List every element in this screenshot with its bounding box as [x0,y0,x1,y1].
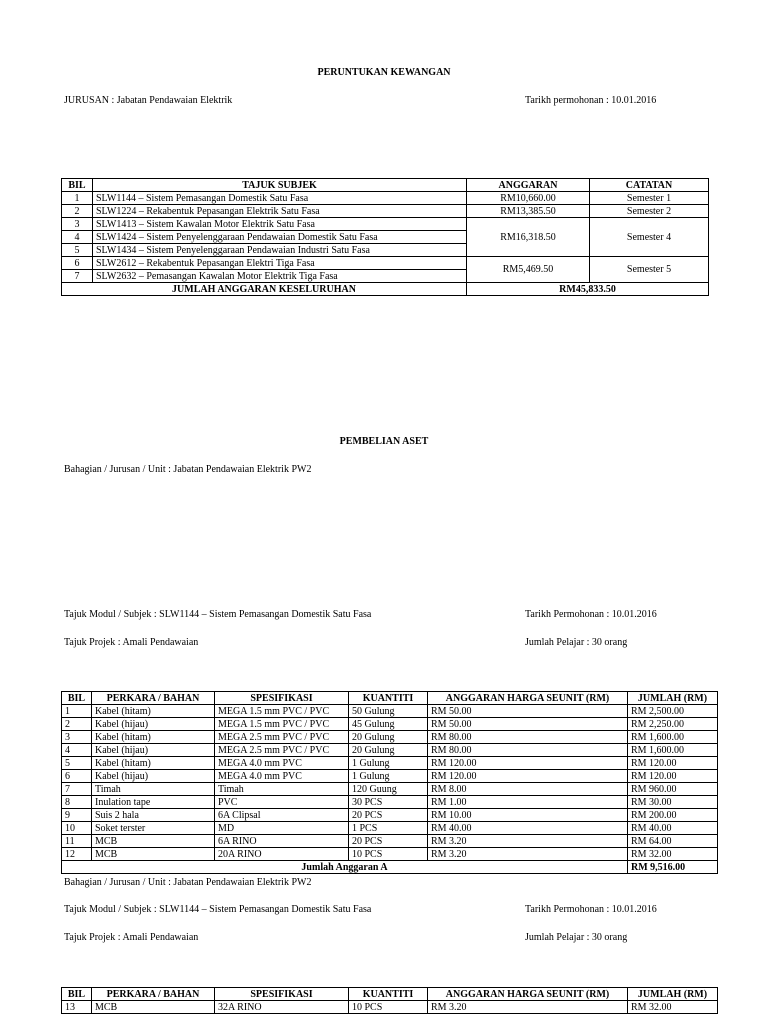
cell-harga-seunit: RM 3.20 [428,1001,628,1014]
table-header-row [62,179,709,192]
cell-harga-seunit: RM 10.00 [428,809,628,822]
cell-spesifikasi: MEGA 1.5 mm PVC / PVC [215,705,349,718]
cell-spesifikasi: MEGA 2.5 mm PVC / PVC [215,744,349,757]
cell-bil: 1 [62,192,93,205]
header-tajuk-subjek: TAJUK SUBJEK [93,179,467,192]
table-row [62,835,718,848]
header-catatan: CATATAN [590,179,709,192]
cell-spesifikasi: MEGA 2.5 mm PVC / PVC [215,731,349,744]
cell-anggaran: RM13,385.50 [467,205,590,218]
tarikh-permohonan-text: Tarikh Permohonan : 10.01.2016 [525,904,657,915]
cell-spesifikasi: 6A Clipsal [215,809,349,822]
header-bil: BIL [62,692,92,705]
cell-kuantiti: 20 PCS [349,835,428,848]
cell-spesifikasi: Timah [215,783,349,796]
cell-bil: 12 [62,848,92,861]
tajuk-projek-text: Tajuk Projek : Amali Pendawaian [64,932,199,943]
cell-spesifikasi: MEGA 4.0 mm PVC [215,770,349,783]
bahagian-text: Bahagian / Jurusan / Unit : Jabatan Pendawaian Elektrik PW2 [64,877,312,888]
header-anggaran: ANGGARAN [467,179,590,192]
header-kuantiti: KUANTITI [349,988,428,1001]
table-row [62,192,709,205]
cell-bil: 2 [62,718,92,731]
cell-perkara: Kabel (hijau) [92,770,215,783]
bahagian-text: Bahagian / Jurusan / Unit : Jabatan Pendawaian Elektrik PW2 [64,464,312,475]
header-jumlah: JUMLAH (RM) [628,988,718,1001]
cell-jumlah: RM 120.00 [628,770,718,783]
tajuk-modul-text: Tajuk Modul / Subjek : SLW1144 – Sistem Pemasangan Domestik Satu Fasa [64,609,372,620]
cell-catatan: Semester 2 [590,205,709,218]
cell-perkara: Kabel (hijau) [92,718,215,731]
header-perkara: PERKARA / BAHAN [92,988,215,1001]
total-row [62,283,709,296]
cell-kuantiti: 10 PCS [349,848,428,861]
cell-catatan: Semester 1 [590,192,709,205]
cell-bil: 3 [62,731,92,744]
cell-harga-seunit: RM 40.00 [428,822,628,835]
cell-jumlah: RM 2,500.00 [628,705,718,718]
table-row [62,796,718,809]
cell-subjek: SLW2632 – Pemasangan Kawalan Motor Elektrik Tiga Fasa [93,270,467,283]
cell-bil: 4 [62,744,92,757]
cell-subjek: SLW1424 – Sistem Penyelenggaraan Pendawaian Domestik Satu Fasa [93,231,467,244]
cell-kuantiti: 1 Gulung [349,757,428,770]
cell-anggaran: RM10,660.00 [467,192,590,205]
cell-harga-seunit: RM 50.00 [428,718,628,731]
cell-harga-seunit: RM 8.00 [428,783,628,796]
pembelian-aset-table-continued [61,987,718,1014]
cell-bil: 7 [62,270,93,283]
cell-bil: 10 [62,822,92,835]
section1-title: PERUNTUKAN KEWANGAN [317,67,451,78]
header-bil: BIL [62,179,93,192]
cell-kuantiti: 30 PCS [349,796,428,809]
section2-title: PEMBELIAN ASET [339,436,429,447]
table-row [62,848,718,861]
cell-kuantiti: 1 Gulung [349,770,428,783]
cell-bil: 1 [62,705,92,718]
cell-jumlah: RM 40.00 [628,822,718,835]
cell-perkara: Inulation tape [92,796,215,809]
cell-jumlah: RM 200.00 [628,809,718,822]
table-header-row [62,988,718,1001]
cell-kuantiti: 10 PCS [349,1001,428,1014]
cell-anggaran: RM5,469.50 [467,257,590,283]
table-row [62,218,709,231]
cell-jumlah: RM 960.00 [628,783,718,796]
cell-spesifikasi: PVC [215,796,349,809]
tajuk-modul-text: Tajuk Modul / Subjek : SLW1144 – Sistem Pemasangan Domestik Satu Fasa [64,904,372,915]
total-value: RM 9,516.00 [628,861,718,874]
cell-catatan: Semester 5 [590,257,709,283]
cell-spesifikasi: 20A RINO [215,848,349,861]
total-value: RM45,833.50 [467,283,709,296]
cell-harga-seunit: RM 120.00 [428,770,628,783]
table-row [62,1001,718,1014]
cell-jumlah: RM 32.00 [628,1001,718,1014]
cell-perkara: Kabel (hijau) [92,744,215,757]
cell-spesifikasi: MD [215,822,349,835]
jumlah-pelajar-text: Jumlah Pelajar : 30 orang [525,637,628,648]
table-row [62,757,718,770]
header-bil: BIL [62,988,92,1001]
header-spesifikasi: SPESIFIKASI [215,988,349,1001]
cell-bil: 3 [62,218,93,231]
pembelian-aset-table [61,691,718,874]
cell-spesifikasi: 32A RINO [215,1001,349,1014]
header-spesifikasi: SPESIFIKASI [215,692,349,705]
header-harga-seunit: ANGGARAN HARGA SEUNIT (RM) [428,988,628,1001]
cell-bil: 11 [62,835,92,848]
cell-bil: 8 [62,796,92,809]
header-kuantiti: KUANTITI [349,692,428,705]
table-row [62,705,718,718]
cell-jumlah: RM 30.00 [628,796,718,809]
cell-subjek: SLW1144 – Sistem Pemasangan Domestik Satu Fasa [93,192,467,205]
cell-anggaran-merged: RM16,318.50 [467,218,590,257]
cell-bil: 5 [62,757,92,770]
cell-harga-seunit: RM 80.00 [428,744,628,757]
table-row [62,718,718,731]
cell-bil: 6 [62,257,93,270]
total-label: JUMLAH ANGGARAN KESELURUHAN [62,283,467,296]
cell-harga-seunit: RM 3.20 [428,835,628,848]
cell-spesifikasi: 6A RINO [215,835,349,848]
cell-jumlah: RM 64.00 [628,835,718,848]
cell-subjek: SLW1434 – Sistem Penyelenggaraan Pendawaian Industri Satu Fasa [93,244,467,257]
cell-kuantiti: 20 PCS [349,809,428,822]
cell-jumlah: RM 120.00 [628,757,718,770]
header-harga-seunit: ANGGARAN HARGA SEUNIT (RM) [428,692,628,705]
cell-bil: 2 [62,205,93,218]
cell-bil: 9 [62,809,92,822]
table-row [62,822,718,835]
table-row [62,744,718,757]
cell-jumlah: RM 2,250.00 [628,718,718,731]
cell-harga-seunit: RM 120.00 [428,757,628,770]
table-row [62,731,718,744]
cell-kuantiti: 20 Gulung [349,731,428,744]
cell-perkara: MCB [92,835,215,848]
table-row [62,205,709,218]
table-row [62,783,718,796]
cell-kuantiti: 50 Gulung [349,705,428,718]
jumlah-pelajar-text: Jumlah Pelajar : 30 orang [525,932,628,943]
cell-perkara: Suis 2 hala [92,809,215,822]
cell-perkara: Soket terster [92,822,215,835]
cell-kuantiti: 45 Gulung [349,718,428,731]
peruntukan-table [61,178,709,296]
cell-jumlah: RM 1,600.00 [628,744,718,757]
cell-kuantiti: 120 Guung [349,783,428,796]
tarikh-permohonan-text: Tarikh permohonan : 10.01.2016 [525,95,657,106]
jurusan-text: JURUSAN : Jabatan Pendawaian Elektrik [64,95,233,106]
cell-bil: 13 [62,1001,92,1014]
cell-perkara: MCB [92,1001,215,1014]
cell-bil: 4 [62,231,93,244]
total-label: Jumlah Anggaran A [62,861,628,874]
cell-perkara: Kabel (hitam) [92,705,215,718]
cell-bil: 7 [62,783,92,796]
cell-subjek: SLW1224 – Rekabentuk Pepasangan Elektrik Satu Fasa [93,205,467,218]
cell-bil: 5 [62,244,93,257]
cell-perkara: MCB [92,848,215,861]
cell-harga-seunit: RM 3.20 [428,848,628,861]
tarikh-permohonan-text: Tarikh Permohonan : 10.01.2016 [525,609,657,620]
cell-harga-seunit: RM 50.00 [428,705,628,718]
cell-perkara: Kabel (hitam) [92,757,215,770]
cell-spesifikasi: MEGA 1.5 mm PVC / PVC [215,718,349,731]
table-row [62,809,718,822]
header-perkara: PERKARA / BAHAN [92,692,215,705]
cell-kuantiti: 20 Gulung [349,744,428,757]
cell-subjek: SLW2612 – Rekabentuk Pepasangan Elektri Tiga Fasa [93,257,467,270]
cell-kuantiti: 1 PCS [349,822,428,835]
cell-catatan-merged: Semester 4 [590,218,709,257]
cell-harga-seunit: RM 1.00 [428,796,628,809]
cell-perkara: Kabel (hitam) [92,731,215,744]
cell-subjek: SLW1413 – Sistem Kawalan Motor Elektrik Satu Fasa [93,218,467,231]
total-row [62,861,718,874]
cell-jumlah: RM 1,600.00 [628,731,718,744]
header-jumlah: JUMLAH (RM) [628,692,718,705]
table-header-row [62,692,718,705]
tajuk-projek-text: Tajuk Projek : Amali Pendawaian [64,637,199,648]
cell-harga-seunit: RM 80.00 [428,731,628,744]
table-row [62,770,718,783]
cell-perkara: Timah [92,783,215,796]
cell-spesifikasi: MEGA 4.0 mm PVC [215,757,349,770]
table-row [62,257,709,270]
cell-jumlah: RM 32.00 [628,848,718,861]
cell-bil: 6 [62,770,92,783]
